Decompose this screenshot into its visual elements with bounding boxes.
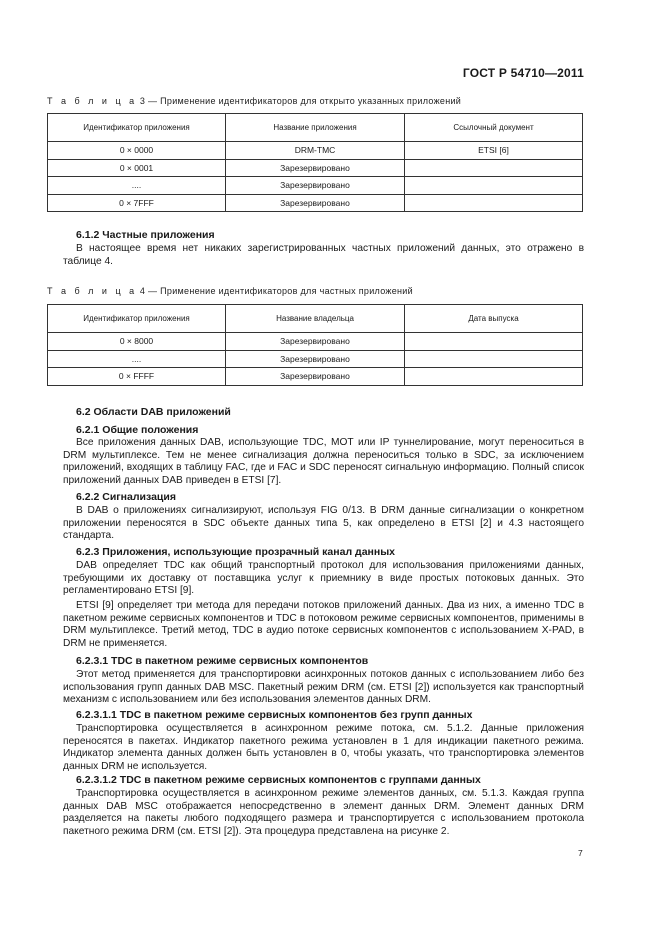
table-row [48, 177, 583, 195]
table-row [48, 333, 583, 351]
section-6-2-heading: 6.2 Области DAB приложений [76, 406, 231, 418]
section-6-2-3-1-1-text: Транспортировка осуществляется в асинхронном режиме потока, см. 5.1.2. Данные приложения переносятся в пакетах. Индикатор пакетного режима установлен в 1 для индикации пакетного режима. Индикатор элемента данных должен быть установлен в 0, чтобы указать, что транспортировка элементов данных DRM не используется. [63, 723, 584, 773]
table4-caption-text: 4 — Применение идентификаторов для частных приложений [139, 286, 413, 296]
table-cell [405, 368, 583, 386]
table-row [48, 142, 583, 160]
table3-caption-prefix: Т а б л и ц а [47, 96, 138, 106]
table-cell: 0 × FFFF [48, 368, 226, 386]
table-row [48, 159, 583, 177]
table-cell [405, 177, 583, 195]
table-cell [405, 350, 583, 368]
section-6-1-2-heading: 6.1.2 Частные приложения [76, 229, 215, 241]
table-cell: Зарезервировано [226, 177, 405, 195]
table-cell: 0 × 8000 [48, 333, 226, 351]
table4-caption-prefix: Т а б л и ц а [47, 286, 138, 296]
table-row [48, 350, 583, 368]
table3-header-cell: Название приложения [226, 114, 405, 142]
table4-header-cell: Идентификатор приложения [48, 305, 226, 333]
section-6-2-3-1-2-text: Транспортировка осуществляется в асинхронном режиме элементов данных, см. 5.1.3. Каждая группа данных DAB MSC отображается непосредственно в элемент данных DRM. Элемент данных DRM разделяется на пакеты любого подходящего размера и транспортируется с использованием протокола пакетного режима DRM (см. ETSI [2]). Эта процедура представлена на рисунке 2. [63, 788, 584, 838]
section-6-1-2-text: В настоящее время нет никаких зарегистрированных частных приложений данных, это отражено в таблице 4. [63, 243, 584, 267]
table-row [48, 368, 583, 386]
table-cell [405, 194, 583, 212]
table-cell: DRM-TMC [226, 142, 405, 160]
table3-header-cell: Идентификатор приложения [48, 114, 226, 142]
section-6-2-3-text-2: ETSI [9] определяет три метода для передачи потоков приложений данных. Два из них, а именно TDC в пакетном режиме сервисных компонентов и TDC в потоковом режиме сервисных компонентов, применимы в DRM мультиплексе. Третий метод, TDC в аудио потоке сервисных компонентов с использованием X-PAD, в DRM не применяется. [63, 600, 584, 650]
section-6-2-3-1-2-heading: 6.2.3.1.2 TDC в пакетном режиме сервисных компонентов с группами данных [76, 774, 481, 786]
section-6-2-3-1-heading: 6.2.3.1 TDC в пакетном режиме сервисных компонентов [76, 655, 369, 667]
table3 [47, 113, 583, 212]
table4-caption [47, 286, 413, 296]
section-6-2-2-text: В DAB о приложениях сигнализируют, используя FIG 0/13. В DRM данные сигнализации о конкретном приложении переносятся в SDC объекте данных типа 5, как определено в ETSI [2] и 4.3 настоящего стандарта. [63, 505, 584, 542]
section-6-2-3-1-1-heading: 6.2.3.1.1 TDC в пакетном режиме сервисных компонентов без групп данных [76, 709, 473, 721]
table4-header-row [48, 305, 583, 333]
table-cell: Зарезервировано [226, 159, 405, 177]
table3-header-cell: Ссылочный документ [405, 114, 583, 142]
table4 [47, 304, 583, 386]
table-cell: Зарезервировано [226, 194, 405, 212]
table3-caption [47, 96, 461, 106]
table-cell [405, 333, 583, 351]
table-cell: Зарезервировано [226, 350, 405, 368]
document-id: ГОСТ Р 54710—2011 [462, 66, 584, 80]
table3-caption-text: 3 — Применение идентификаторов для открыто указанных приложений [139, 96, 462, 106]
table-cell: 0 × 7FFF [48, 194, 226, 212]
table4-header-cell: Дата выпуска [405, 305, 583, 333]
table-cell: ETSI [6] [405, 142, 583, 160]
table-cell [405, 159, 583, 177]
table-cell: .... [48, 177, 226, 195]
section-6-2-3-heading: 6.2.3 Приложения, использующие прозрачный канал данных [76, 546, 396, 558]
table-cell: 0 × 0001 [48, 159, 226, 177]
table-cell: .... [48, 350, 226, 368]
table4-header-cell: Название владельца [226, 305, 405, 333]
table3-header-row [48, 114, 583, 142]
section-6-2-3-text-1: DAB определяет TDC как общий транспортный протокол для использования приложениями данных, требующими их доставку от поставщика услуг к приемнику в виде простых потоковых данных. Это регламентировано ETSI [9]. [63, 560, 584, 597]
section-6-2-1-text: Все приложения данных DAB, использующие TDC, MOT или IP туннелирование, могут переноситься в DRM мультиплексе. Тем не менее сигнализация должна переноситься только в SDC, за исключением приложений, входящих в таблицу FAC, где и FAC и SDC переносят сигнальную информацию. Полный список приложений данных DAB приведен в ETSI [7]. [63, 437, 584, 487]
table-cell: Зарезервировано [226, 368, 405, 386]
section-6-2-1-heading: 6.2.1 Общие положения [76, 424, 199, 436]
section-6-2-2-heading: 6.2.2 Сигнализация [76, 491, 176, 503]
section-6-2-3-1-text: Этот метод применяется для транспортировки асинхронных потоков данных с использованием либо без использования групп данных DAB MSC. Пакетный режим DRM (см. ETSI [2]) используется как транспортный механизм с использованием или без использования элементов данных DRM. [63, 669, 584, 706]
table-cell: 0 × 0000 [48, 142, 226, 160]
page-number: 7 [578, 848, 583, 858]
table-cell: Зарезервировано [226, 333, 405, 351]
table-row [48, 194, 583, 212]
